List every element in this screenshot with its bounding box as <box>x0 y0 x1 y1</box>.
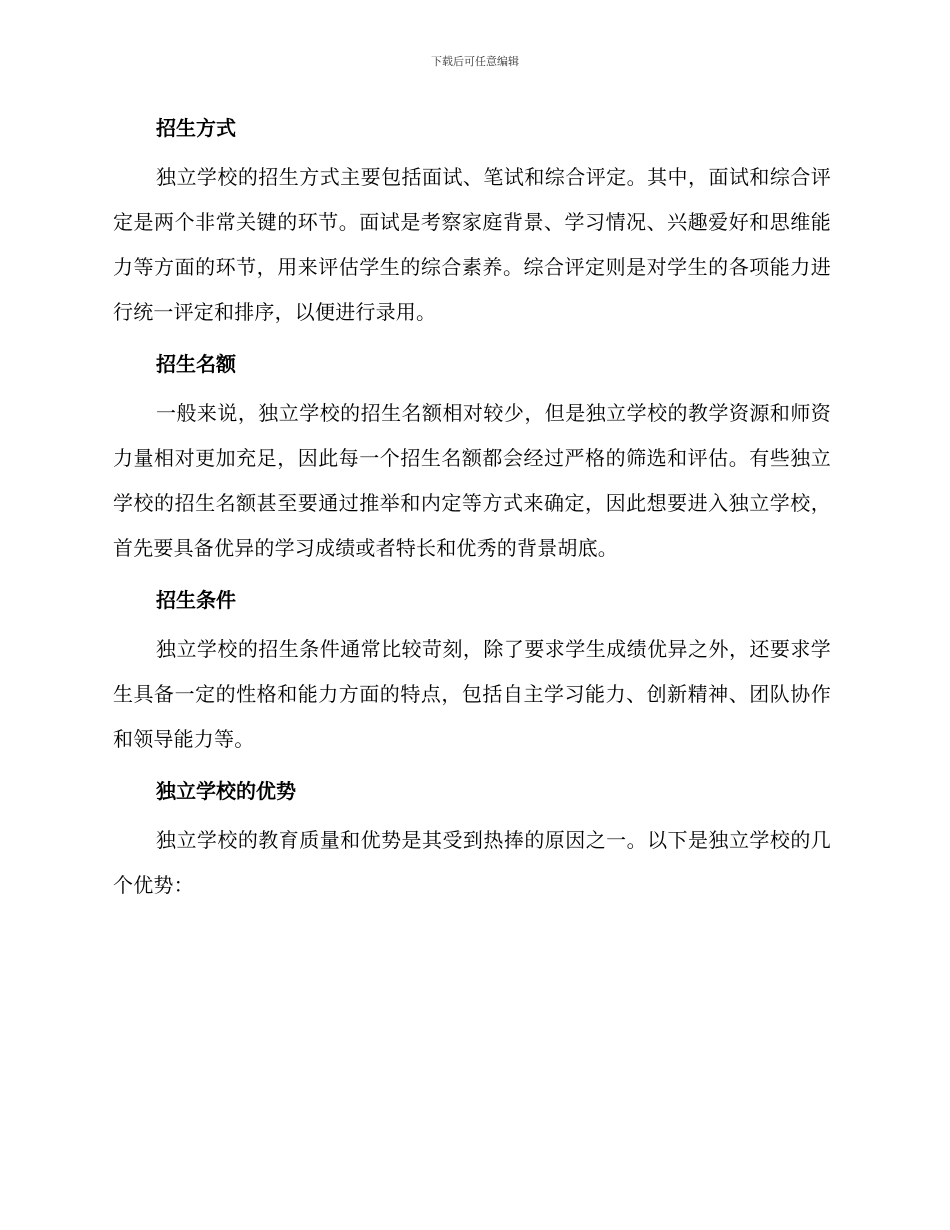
section-heading-school-advantages: 独立学校的优势 <box>156 779 296 803</box>
section-heading-admission-quota: 招生名额 <box>156 352 236 376</box>
section-paragraph-admission-quota: 一般来说，独立学校的招生名额相对较少，但是独立学校的教学资源和师资力量相对更加充足，因此每一个招生名额都会经过严格的筛选和评估。有些独立学校的招生名额甚至要通过推举和内定等方式来确定，因此想要进入独立学校，首先要具备优异的学习成绩或者特长和优秀的背景胡底。 <box>113 401 831 560</box>
section-heading-admission-method: 招生方式 <box>156 116 236 140</box>
section-paragraph-admission-method: 独立学校的招生方式主要包括面试、笔试和综合评定。其中，面试和综合评定是两个非常关键的环节。面试是考察家庭背景、学习情况、兴趣爱好和思维能力等方面的环节，用来评估学生的综合素养。综合评定则是对学生的各项能力进行统一评定和排序，以便进行录用。 <box>113 165 831 324</box>
section-paragraph-admission-conditions: 独立学校的招生条件通常比较苛刻，除了要求学生成绩优异之外，还要求学生具备一定的性格和能力方面的特点，包括自主学习能力、创新精神、团队协作和领导能力等。 <box>113 637 831 751</box>
section-heading-admission-conditions: 招生条件 <box>156 588 236 612</box>
document-body <box>113 112 831 921</box>
page-header: 下载后可任意编辑 <box>431 55 519 68</box>
section-paragraph-school-advantages: 独立学校的教育质量和优势是其受到热捧的原因之一。以下是独立学校的几个优势： <box>113 828 831 897</box>
